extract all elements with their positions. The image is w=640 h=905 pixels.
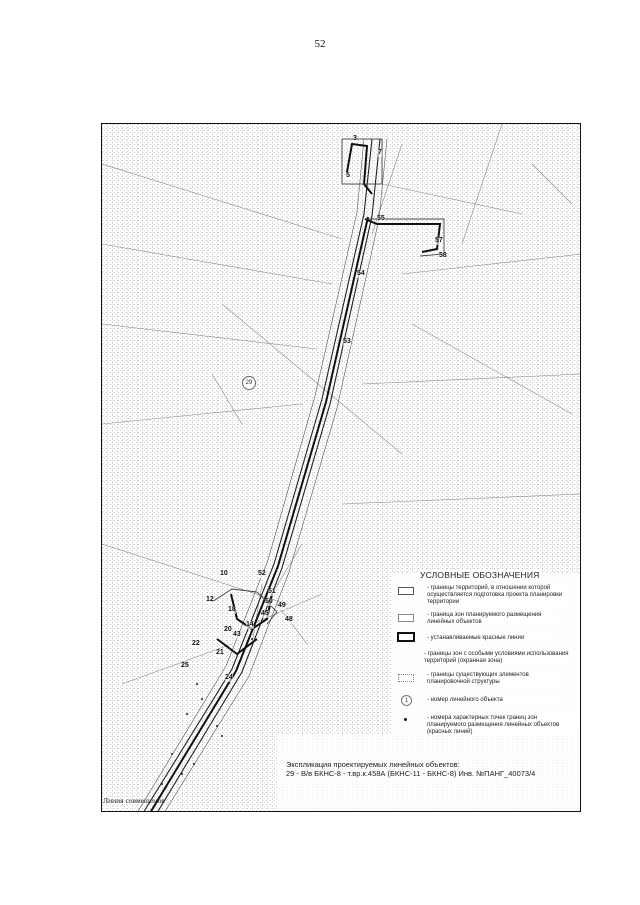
point-label: 53 <box>343 338 351 345</box>
point-label: 55 <box>377 215 385 222</box>
point-label: 14 <box>246 621 254 628</box>
point-label: 25 <box>181 662 189 669</box>
combination-line-label: Линия совмещения <box>103 796 165 805</box>
point-label: 18 <box>228 606 236 613</box>
point-label: 52 <box>258 570 266 577</box>
map-frame <box>101 123 581 812</box>
explication-line: 29 - В/в БКНС-8 - т.вр.к.458А (БКНС-11 - БКНС-8) Инв. №ПАНГ_40073/4 <box>286 769 536 778</box>
point-label: 51 <box>268 588 276 595</box>
legend-item-points: - номера характерных точек границ зон планируемого размещения линейных объектов (красных линий) <box>427 715 575 736</box>
characteristic-point-icon <box>404 718 407 721</box>
territory-boundary-swatch <box>398 587 414 595</box>
legend-item-zone: - граница зон планируемого размещения линейных объектов <box>427 612 557 626</box>
point-label: 10 <box>220 570 228 577</box>
legend-item-territory: - границы территорий, в отношении которой осуществляется подготовка проекта планировки территории <box>427 585 567 606</box>
legend-item-red-lines: - устанавливаемые красные линии <box>427 635 557 642</box>
point-label: 7 <box>378 149 382 156</box>
point-label: 21 <box>216 649 224 656</box>
point-label: 12 <box>206 596 214 603</box>
legend-item-structure: - границы существующих элементов планировочной структуры <box>427 672 557 686</box>
point-label: 58 <box>439 252 447 259</box>
legend-item-protection-zone: - границы зон с особыми условиями использования территорий (охранная зона) <box>424 651 569 664</box>
point-label: 43 <box>233 631 241 638</box>
structure-boundary-swatch <box>398 674 414 682</box>
legend-item-object-number: - номер линейного объекта <box>427 697 557 704</box>
explication-title: Экспликация проектируемых линейных объектов: <box>286 760 460 769</box>
point-label: 49 <box>278 602 286 609</box>
point-label: 22 <box>192 640 200 647</box>
explication <box>286 760 535 778</box>
point-label: 50 <box>265 598 273 605</box>
point-label: 48 <box>285 616 293 623</box>
page-number: 52 <box>314 38 326 50</box>
point-label: 5 <box>346 172 350 179</box>
legend-title: УСЛОВНЫЕ ОБОЗНАЧЕНИЯ <box>420 570 540 580</box>
red-line-swatch <box>397 632 415 642</box>
point-label: 20 <box>224 626 232 633</box>
zone-boundary-swatch <box>398 614 414 622</box>
point-label: 3 <box>353 135 357 142</box>
object-number-marker: 29 <box>242 376 256 390</box>
point-label: 45 <box>261 610 269 617</box>
point-label: 54 <box>357 270 365 277</box>
point-label: 57 <box>435 237 443 244</box>
line-object-number-icon: 1 <box>401 695 412 706</box>
point-label: 24 <box>225 674 233 681</box>
map-drawing <box>102 124 581 812</box>
